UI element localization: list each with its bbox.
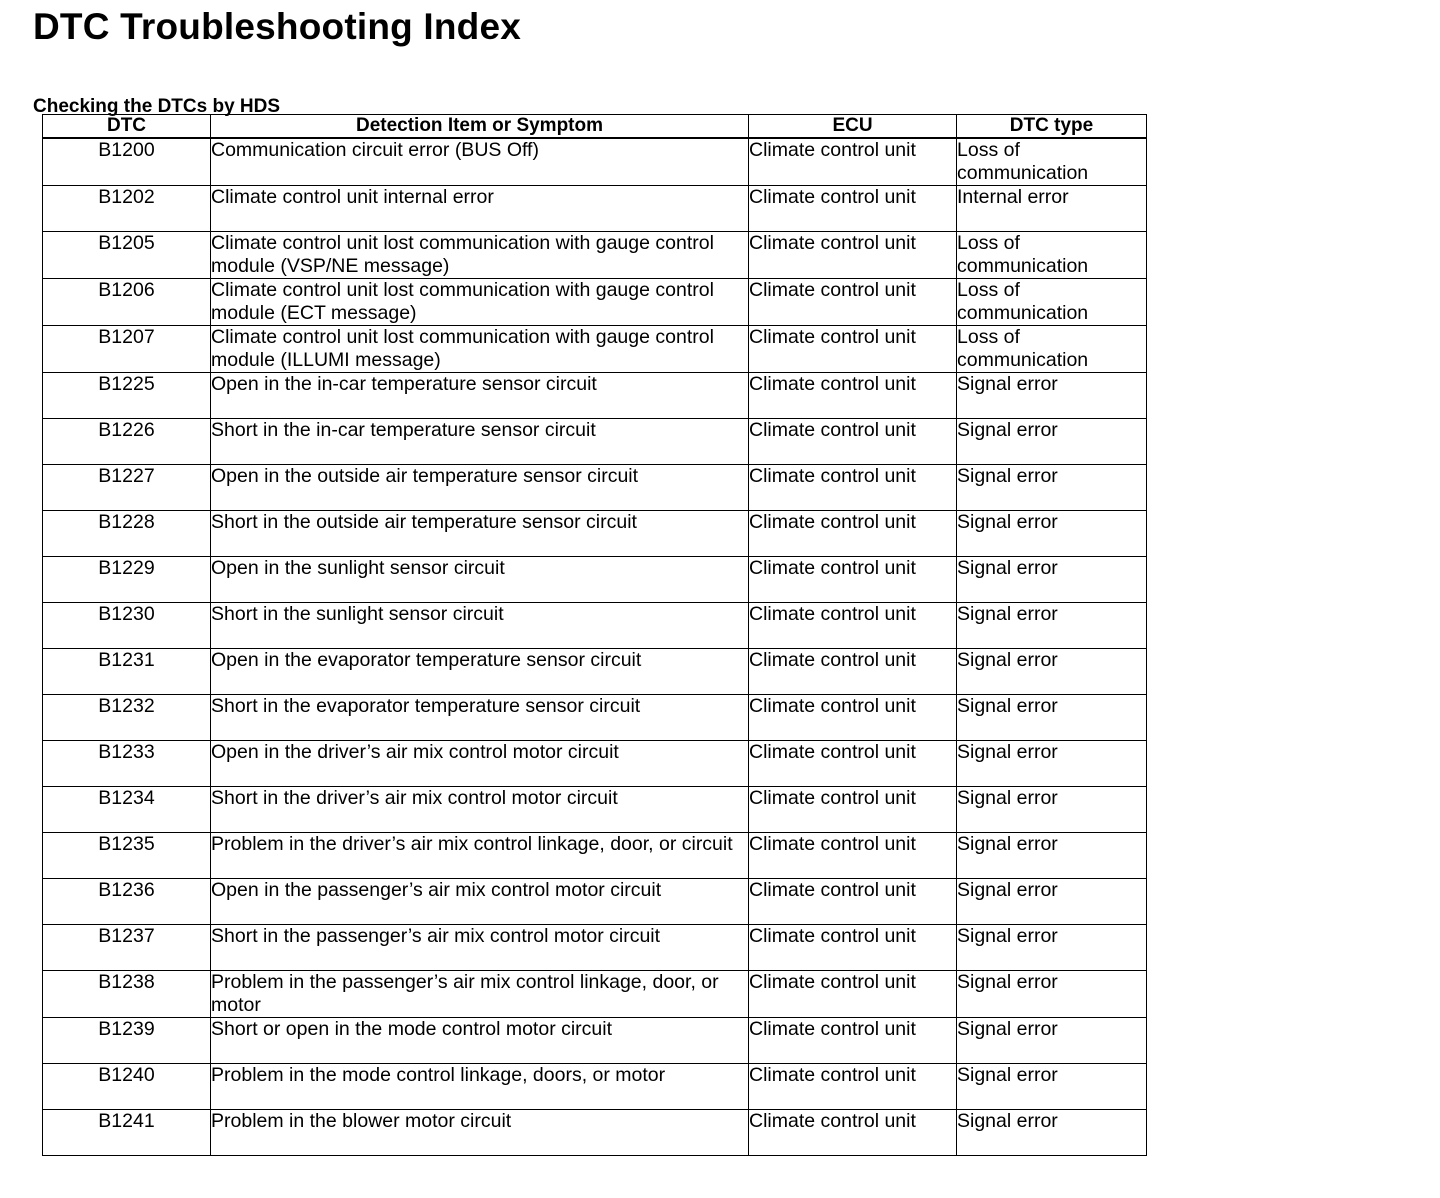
- dtc-type-text: Signal error: [957, 1110, 1058, 1132]
- ecu-text: Climate control unit: [749, 971, 916, 993]
- ecu-cell: [749, 557, 957, 603]
- ecu-text: Climate control unit: [749, 557, 916, 579]
- table-row: [43, 1064, 1147, 1110]
- symptom-text: Short in the evaporator temperature sensor circuit: [211, 695, 641, 717]
- symptom-cell: [211, 787, 749, 833]
- dtc-code: B1240: [98, 1064, 155, 1086]
- table-row: [43, 138, 1147, 186]
- symptom-text: Short in the in-car temperature sensor circuit: [211, 419, 596, 441]
- dtc-code-cell: [43, 326, 211, 373]
- page-title: DTC Troubleshooting Index: [33, 6, 522, 47]
- dtc-type-cell: [957, 138, 1147, 186]
- ecu-cell: [749, 419, 957, 465]
- ecu-text: Climate control unit: [749, 787, 916, 809]
- dtc-code-cell: [43, 833, 211, 879]
- ecu-cell: [749, 1018, 957, 1064]
- table-row: [43, 465, 1147, 511]
- dtc-type-text: Internal error: [957, 186, 1069, 208]
- ecu-cell: [749, 741, 957, 787]
- ecu-cell: [749, 695, 957, 741]
- symptom-cell: [211, 925, 749, 971]
- dtc-type-cell: [957, 326, 1147, 373]
- dtc-type-text: Signal error: [957, 1018, 1058, 1040]
- ecu-text: Climate control unit: [749, 741, 916, 763]
- dtc-code: B1225: [98, 373, 155, 395]
- dtc-code: B1239: [98, 1018, 155, 1040]
- dtc-type-cell: [957, 419, 1147, 465]
- symptom-text: Climate control unit internal error: [211, 186, 494, 208]
- dtc-type-text: Signal error: [957, 557, 1058, 579]
- symptom-text: Communication circuit error (BUS Off): [211, 139, 539, 161]
- table-row: [43, 879, 1147, 925]
- dtc-type-text: Signal error: [957, 603, 1058, 625]
- ecu-text: Climate control unit: [749, 1110, 916, 1132]
- dtc-type-cell: [957, 1110, 1147, 1156]
- ecu-text: Climate control unit: [749, 186, 916, 208]
- symptom-text: Problem in the driver’s air mix control linkage, door, or circuit: [211, 833, 733, 855]
- dtc-code-cell: [43, 879, 211, 925]
- dtc-type-cell: [957, 465, 1147, 511]
- table-row: [43, 326, 1147, 373]
- dtc-type-text: Signal error: [957, 971, 1058, 993]
- ecu-cell: [749, 138, 957, 186]
- dtc-type-cell: [957, 557, 1147, 603]
- dtc-type-text: Signal error: [957, 879, 1058, 901]
- ecu-cell: [749, 925, 957, 971]
- symptom-cell: [211, 232, 749, 279]
- dtc-code: B1236: [98, 879, 155, 901]
- table-row: [43, 741, 1147, 787]
- table-row: [43, 557, 1147, 603]
- symptom-cell: [211, 557, 749, 603]
- ecu-cell: [749, 833, 957, 879]
- dtc-code: B1233: [98, 741, 155, 763]
- ecu-text: Climate control unit: [749, 879, 916, 901]
- ecu-cell: [749, 279, 957, 326]
- dtc-type-text: Signal error: [957, 833, 1058, 855]
- ecu-cell: [749, 1110, 957, 1156]
- dtc-code-cell: [43, 232, 211, 279]
- symptom-cell: [211, 649, 749, 695]
- dtc-code-cell: [43, 787, 211, 833]
- symptom-text: Short in the outside air temperature sensor circuit: [211, 511, 637, 533]
- symptom-text: Climate control unit lost communication with gauge control module (ECT message): [211, 279, 714, 324]
- symptom-cell: [211, 373, 749, 419]
- dtc-type-cell: [957, 232, 1147, 279]
- symptom-text: Short in the sunlight sensor circuit: [211, 603, 504, 625]
- ecu-text: Climate control unit: [749, 649, 916, 671]
- dtc-code-cell: [43, 557, 211, 603]
- dtc-code-cell: [43, 465, 211, 511]
- ecu-cell: [749, 373, 957, 419]
- symptom-text: Short in the driver’s air mix control motor circuit: [211, 787, 618, 809]
- column-header-ecu: ECU: [749, 115, 957, 139]
- symptom-text: Open in the passenger’s air mix control motor circuit: [211, 879, 662, 901]
- dtc-type-text: Loss of communication: [957, 139, 1089, 184]
- dtc-code: B1228: [98, 511, 155, 533]
- symptom-cell: [211, 971, 749, 1018]
- dtc-type-text: Loss of communication: [957, 279, 1089, 324]
- table-row: [43, 833, 1147, 879]
- dtc-code-cell: [43, 741, 211, 787]
- table-row: [43, 232, 1147, 279]
- table-row: [43, 925, 1147, 971]
- symptom-cell: [211, 1018, 749, 1064]
- dtc-type-cell: [957, 833, 1147, 879]
- ecu-text: Climate control unit: [749, 1018, 916, 1040]
- dtc-code-cell: [43, 1110, 211, 1156]
- dtc-type-text: Loss of communication: [957, 326, 1089, 371]
- table-row: [43, 649, 1147, 695]
- dtc-type-text: Signal error: [957, 511, 1058, 533]
- table-row: [43, 186, 1147, 232]
- ecu-cell: [749, 511, 957, 557]
- dtc-code: B1238: [98, 971, 155, 993]
- dtc-type-text: Signal error: [957, 741, 1058, 763]
- dtc-code: B1241: [98, 1110, 155, 1132]
- dtc-code: B1227: [98, 465, 155, 487]
- table-row: [43, 971, 1147, 1018]
- ecu-text: Climate control unit: [749, 232, 916, 254]
- symptom-text: Problem in the passenger’s air mix control linkage, door, or motor: [211, 971, 719, 1016]
- ecu-cell: [749, 1064, 957, 1110]
- dtc-code-cell: [43, 373, 211, 419]
- symptom-text: Problem in the blower motor circuit: [211, 1110, 512, 1132]
- column-header-symptom: Detection Item or Symptom: [211, 115, 749, 139]
- dtc-code-cell: [43, 419, 211, 465]
- dtc-type-text: Signal error: [957, 695, 1058, 717]
- dtc-type-text: Loss of communication: [957, 232, 1089, 277]
- symptom-text: Short or open in the mode control motor circuit: [211, 1018, 613, 1040]
- symptom-text: Open in the outside air temperature sensor circuit: [211, 465, 639, 487]
- dtc-type-cell: [957, 279, 1147, 326]
- section-title: Checking the DTCs by HDS: [33, 96, 281, 117]
- dtc-code: B1226: [98, 419, 155, 441]
- dtc-type-cell: [957, 971, 1147, 1018]
- dtc-code: B1234: [98, 787, 155, 809]
- dtc-code-cell: [43, 186, 211, 232]
- symptom-text: Open in the sunlight sensor circuit: [211, 557, 505, 579]
- dtc-code-cell: [43, 138, 211, 186]
- dtc-code: B1207: [98, 326, 155, 348]
- ecu-text: Climate control unit: [749, 511, 916, 533]
- dtc-code: B1206: [98, 279, 155, 301]
- symptom-cell: [211, 186, 749, 232]
- ecu-text: Climate control unit: [749, 695, 916, 717]
- dtc-code: B1200: [98, 139, 155, 161]
- dtc-type-cell: [957, 373, 1147, 419]
- symptom-text: Open in the in-car temperature sensor circuit: [211, 373, 597, 395]
- table-row: [43, 1018, 1147, 1064]
- symptom-cell: [211, 279, 749, 326]
- ecu-cell: [749, 971, 957, 1018]
- table-row: [43, 1110, 1147, 1156]
- dtc-code: B1202: [98, 186, 155, 208]
- symptom-cell: [211, 695, 749, 741]
- dtc-type-cell: [957, 649, 1147, 695]
- dtc-type-cell: [957, 925, 1147, 971]
- dtc-type-text: Signal error: [957, 465, 1058, 487]
- symptom-cell: [211, 419, 749, 465]
- symptom-text: Open in the evaporator temperature sensor circuit: [211, 649, 642, 671]
- dtc-code-cell: [43, 925, 211, 971]
- column-header-type: DTC type: [957, 115, 1147, 139]
- ecu-cell: [749, 326, 957, 373]
- ecu-text: Climate control unit: [749, 279, 916, 301]
- dtc-code-cell: [43, 1018, 211, 1064]
- dtc-code: B1235: [98, 833, 155, 855]
- table-row: [43, 279, 1147, 326]
- dtc-type-cell: [957, 1018, 1147, 1064]
- symptom-cell: [211, 511, 749, 557]
- table-row: [43, 373, 1147, 419]
- symptom-text: Climate control unit lost communication with gauge control module (ILLUMI message): [211, 326, 714, 371]
- dtc-code: B1237: [98, 925, 155, 947]
- dtc-type-text: Signal error: [957, 1064, 1058, 1086]
- ecu-cell: [749, 879, 957, 925]
- ecu-cell: [749, 232, 957, 279]
- ecu-text: Climate control unit: [749, 419, 916, 441]
- dtc-type-text: Signal error: [957, 373, 1058, 395]
- symptom-cell: [211, 465, 749, 511]
- symptom-text: Open in the driver’s air mix control motor circuit: [211, 741, 619, 763]
- dtc-code: B1232: [98, 695, 155, 717]
- ecu-cell: [749, 787, 957, 833]
- dtc-code-cell: [43, 971, 211, 1018]
- dtc-code-cell: [43, 511, 211, 557]
- dtc-code: B1229: [98, 557, 155, 579]
- dtc-type-cell: [957, 741, 1147, 787]
- dtc-type-cell: [957, 1064, 1147, 1110]
- ecu-text: Climate control unit: [749, 373, 916, 395]
- dtc-type-text: Signal error: [957, 787, 1058, 809]
- ecu-text: Climate control unit: [749, 833, 916, 855]
- symptom-text: Short in the passenger’s air mix control motor circuit: [211, 925, 661, 947]
- dtc-type-cell: [957, 787, 1147, 833]
- ecu-cell: [749, 649, 957, 695]
- dtc-type-cell: [957, 879, 1147, 925]
- column-header-dtc: DTC: [43, 115, 211, 139]
- dtc-type-cell: [957, 695, 1147, 741]
- symptom-text: Problem in the mode control linkage, doors, or motor: [211, 1064, 666, 1086]
- table-body: [43, 138, 1147, 1156]
- table-row: [43, 695, 1147, 741]
- ecu-text: Climate control unit: [749, 1064, 916, 1086]
- symptom-cell: [211, 1110, 749, 1156]
- symptom-cell: [211, 138, 749, 186]
- table-row: [43, 511, 1147, 557]
- dtc-code: B1231: [98, 649, 155, 671]
- dtc-type-text: Signal error: [957, 419, 1058, 441]
- dtc-type-text: Signal error: [957, 649, 1058, 671]
- ecu-cell: [749, 603, 957, 649]
- ecu-text: Climate control unit: [749, 139, 916, 161]
- dtc-type-cell: [957, 186, 1147, 232]
- dtc-code-cell: [43, 649, 211, 695]
- table-header-row: [43, 115, 1147, 139]
- dtc-type-cell: [957, 603, 1147, 649]
- ecu-text: Climate control unit: [749, 465, 916, 487]
- symptom-cell: [211, 741, 749, 787]
- symptom-text: Climate control unit lost communication with gauge control module (VSP/NE message): [211, 232, 714, 277]
- dtc-code-cell: [43, 279, 211, 326]
- dtc-code: B1230: [98, 603, 155, 625]
- table-row: [43, 787, 1147, 833]
- symptom-cell: [211, 326, 749, 373]
- dtc-code: B1205: [98, 232, 155, 254]
- ecu-cell: [749, 186, 957, 232]
- symptom-cell: [211, 879, 749, 925]
- dtc-code-cell: [43, 1064, 211, 1110]
- ecu-cell: [749, 465, 957, 511]
- dtc-type-cell: [957, 511, 1147, 557]
- dtc-code-cell: [43, 603, 211, 649]
- dtc-table: [42, 114, 1147, 1156]
- table-row: [43, 419, 1147, 465]
- table-row: [43, 603, 1147, 649]
- symptom-cell: [211, 833, 749, 879]
- symptom-cell: [211, 603, 749, 649]
- symptom-cell: [211, 1064, 749, 1110]
- ecu-text: Climate control unit: [749, 326, 916, 348]
- ecu-text: Climate control unit: [749, 603, 916, 625]
- dtc-type-text: Signal error: [957, 925, 1058, 947]
- dtc-code-cell: [43, 695, 211, 741]
- ecu-text: Climate control unit: [749, 925, 916, 947]
